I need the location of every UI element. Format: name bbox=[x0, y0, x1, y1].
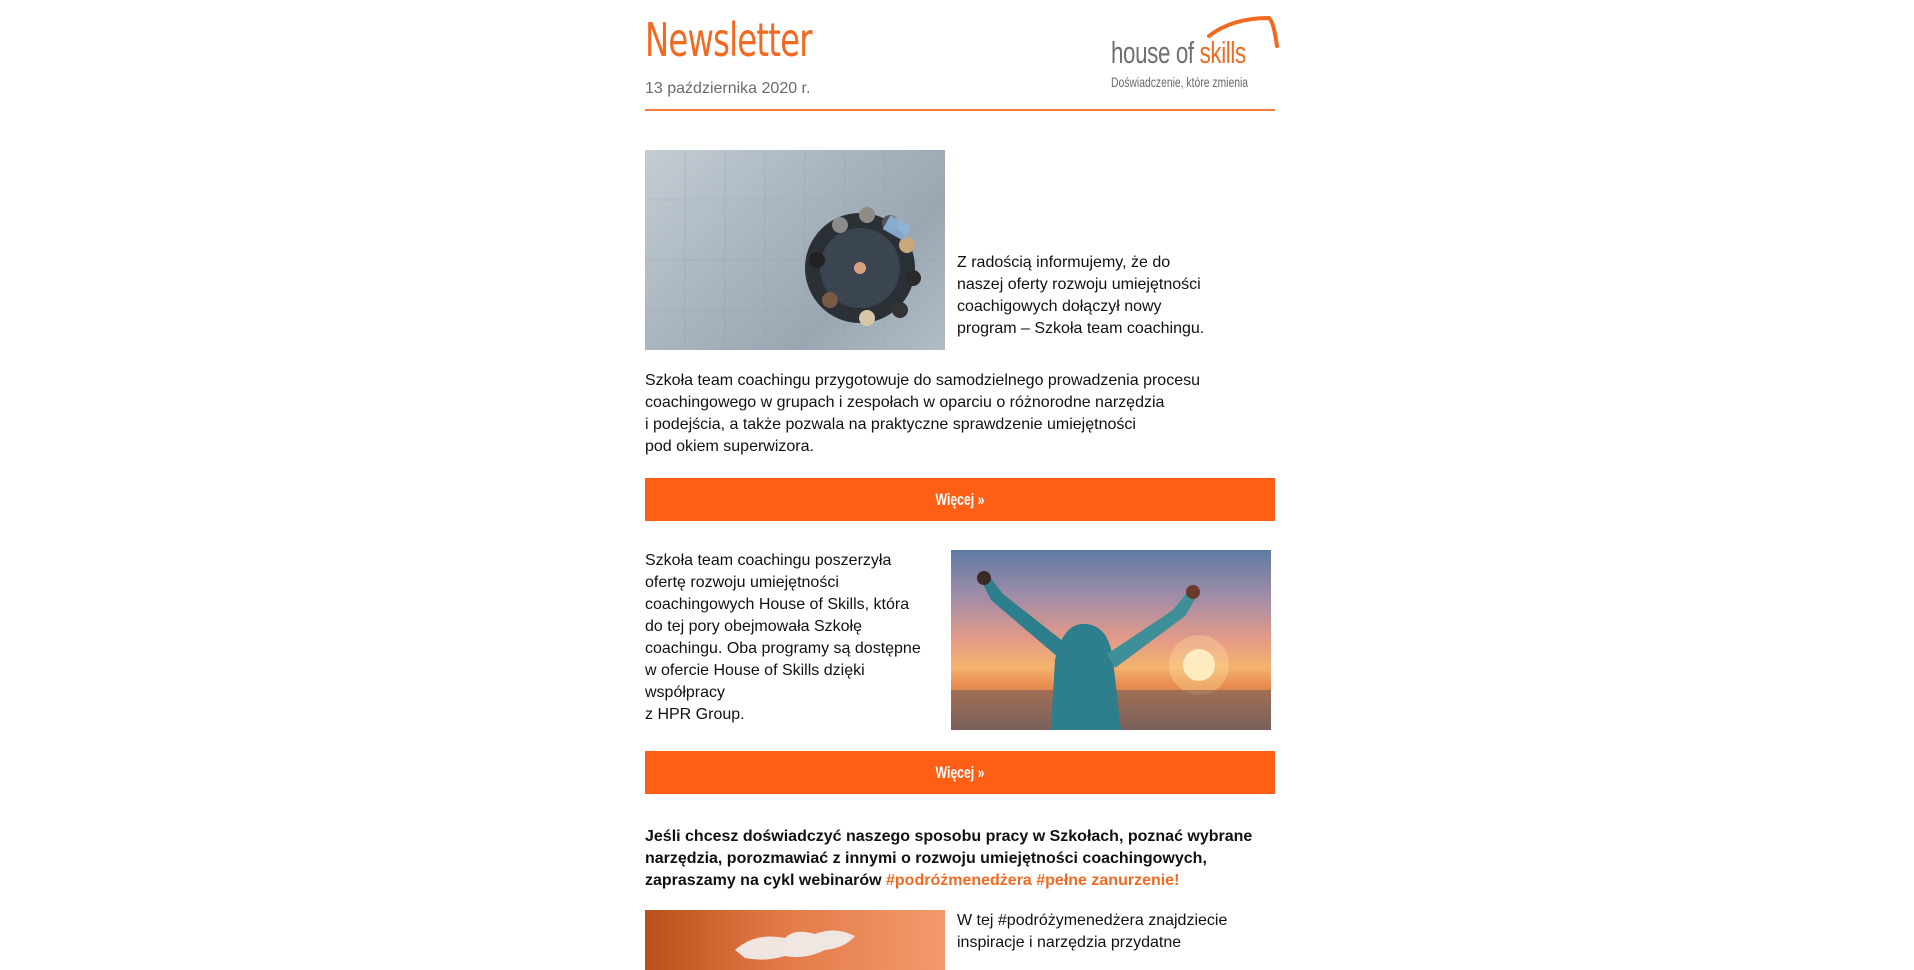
invitation-text: zapraszamy na cykl webinarów bbox=[645, 872, 886, 889]
invitation-line: narzędzia, porozmawiać z innymi o rozwoju umiejętności coachingowych, bbox=[645, 850, 1207, 867]
intro-paragraph bbox=[957, 252, 1257, 340]
intro-line: Z radością informujemy, że do bbox=[957, 254, 1171, 271]
newsletter-title: Newsletter bbox=[645, 13, 812, 67]
offer-line: współpracy bbox=[645, 684, 726, 701]
offer-paragraph bbox=[645, 550, 945, 726]
intro-line: program – Szkoła team coachingu. bbox=[957, 320, 1205, 337]
program-description-paragraph bbox=[645, 370, 1245, 458]
intro-line: coachigowych dołączył nowy bbox=[957, 298, 1162, 315]
offer-line: Szkoła team coachingu poszerzyła bbox=[645, 552, 892, 569]
description-line: i podejścia, a także pozwala na praktyczne sprawdzenie umiejętności bbox=[645, 416, 1136, 433]
webinar-description-paragraph bbox=[957, 910, 1257, 954]
logo-wordmark bbox=[1111, 36, 1246, 70]
offer-line: ofertę rozwoju umiejętności bbox=[645, 574, 839, 591]
team-huddle-image bbox=[645, 150, 945, 350]
header-divider bbox=[645, 109, 1275, 111]
offer-line: do tej pory obejmowała Szkołę bbox=[645, 618, 863, 635]
sunset-illustration bbox=[951, 550, 1271, 730]
house-of-skills-logo[interactable] bbox=[1111, 16, 1277, 94]
more-button-label: Więcej » bbox=[935, 489, 985, 509]
sunset-arms-raised-image bbox=[951, 550, 1271, 730]
more-button-label: Więcej » bbox=[935, 762, 985, 782]
more-button-1[interactable] bbox=[645, 478, 1275, 521]
description-line: Szkoła team coachingu przygotowuje do samodzielnego prowadzenia procesu bbox=[645, 372, 1200, 389]
logo-wordmark-prefix: house of bbox=[1111, 35, 1200, 70]
description-line: coachingowego w grupach i zespołach w oparciu o różnorodne narzędzia bbox=[645, 394, 1165, 411]
webinar-line: W tej #podróżymenedżera znajdziecie bbox=[957, 912, 1228, 929]
offer-line: coachingowych House of Skills, która bbox=[645, 596, 910, 613]
intro-line: naszej oferty rozwoju umiejętności bbox=[957, 276, 1201, 293]
offer-line: w ofercie House of Skills dzięki bbox=[645, 662, 865, 679]
newsletter-date: 13 października 2020 r. bbox=[645, 80, 811, 97]
logo-tagline: Doświadczenie, które zmienia bbox=[1111, 74, 1249, 90]
world-map-illustration bbox=[645, 910, 945, 970]
world-map-image bbox=[645, 910, 945, 970]
logo-wordmark-accent: skills bbox=[1199, 35, 1246, 70]
description-line: pod okiem superwizora. bbox=[645, 438, 814, 455]
invitation-line: Jeśli chcesz doświadczyć naszego sposobu pracy w Szkołach, poznać wybrane bbox=[645, 828, 1253, 845]
webinar-line: inspiracje i narzędzia przydatne bbox=[957, 934, 1182, 951]
offer-line: coachingu. Oba programy są dostępne bbox=[645, 640, 921, 657]
webinar-hashtags-link[interactable]: #podróżmenedżera #pełne zanurzenie! bbox=[886, 872, 1180, 889]
offer-line: z HPR Group. bbox=[645, 706, 745, 723]
webinar-invitation-paragraph bbox=[645, 826, 1275, 892]
invitation-line bbox=[645, 870, 1275, 892]
team-huddle-illustration bbox=[645, 150, 945, 350]
more-button-2[interactable] bbox=[645, 751, 1275, 794]
